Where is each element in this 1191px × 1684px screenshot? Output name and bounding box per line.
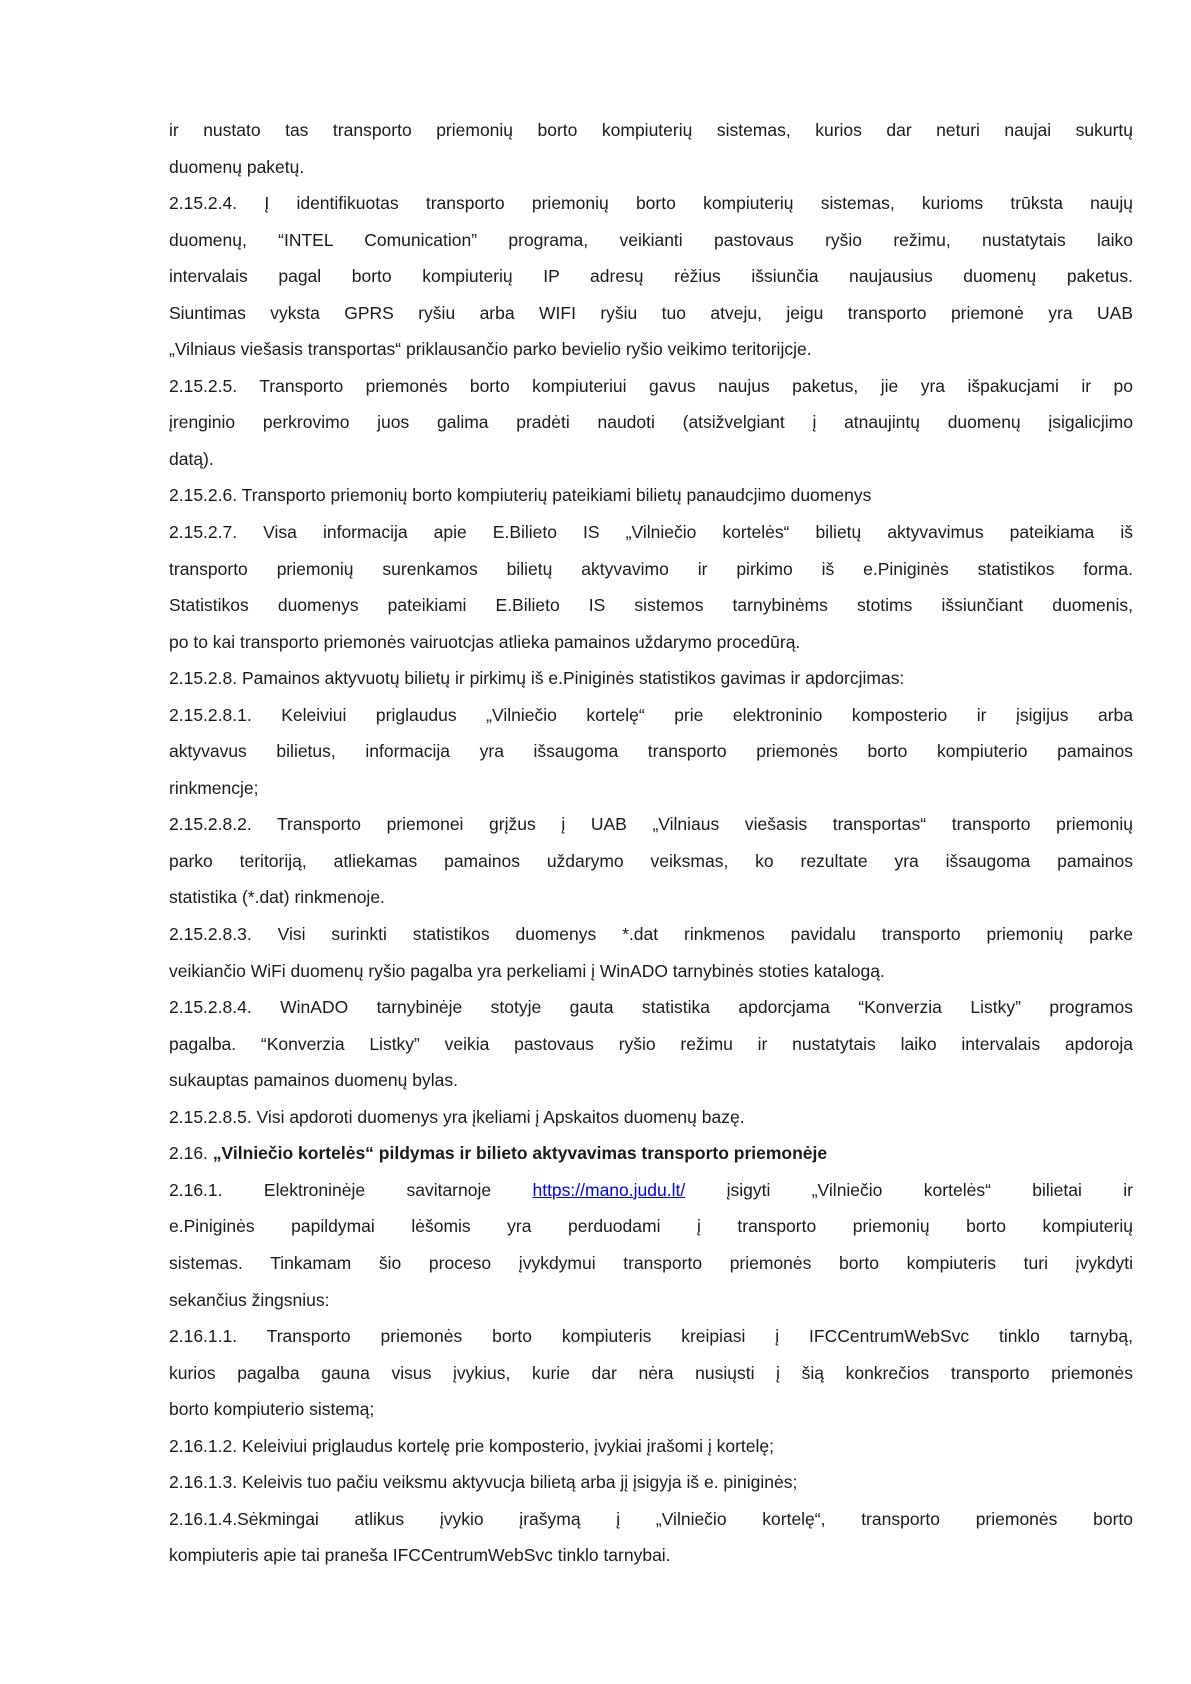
paragraph-line: 2.16.1.4.Sėkmingai atlikus įvykio įrašymą į „Vilniečio kortelę“, transporto priemonės borto [169, 1508, 1133, 1529]
paragraph-line: 2.15.2.8.5. Visi apdoroti duomenys yra įkeliami į Apskaitos duomenų bazę. [169, 1106, 745, 1127]
paragraph-line: pagalba. “Konverzia Listky” veikia pastovaus ryšio režimu ir nustatytais laiko intervalais apdoroja [169, 1033, 1133, 1054]
paragraph-line: Siuntimas vyksta GPRS ryšiu arba WIFI ryšiu tuo atveju, jeigu transporto priemonė yra UAB [169, 302, 1133, 323]
document-page [169, 112, 1133, 1574]
paragraph-line: sukauptas pamainos duomenų bylas. [169, 1070, 458, 1091]
text: įsigyti „Vilniečio kortelės“ bilietai ir [685, 1179, 1133, 1200]
paragraph-line: Statistikos duomenys pateikiami E.Bilieto IS sistemos tarnybinėms stotims išsiunčiant duomenis, [169, 595, 1133, 616]
paragraph-line: 2.16.1.3. Keleivis tuo pačiu veiksmu aktyvucja bilietą arba jį įsigyja iš e. piniginės; [169, 1472, 798, 1493]
paragraph-line: parko teritoriją, atliekamas pamainos uždarymo veiksmas, ko rezultate yra išsaugoma pamainos [169, 850, 1133, 871]
heading-title: „Vilniečio kortelės“ pildymas ir bilieto aktyvavimas transporto priemonėje [212, 1143, 828, 1164]
paragraph-line: statistika (*.dat) rinkmenoje. [169, 887, 385, 908]
section-2-16-1 [169, 1208, 1133, 1573]
paragraph-line: 2.15.2.8.4. WinADO tarnybinėje stotyje gauta statistika apdorcjama “Konverzia Listky” programos [169, 997, 1133, 1018]
section-2-15-2 [169, 112, 1133, 1135]
paragraph-line: 2.15.2.4. Į identifikuotas transporto priemonių borto kompiuterių sistemas, kurioms trūksta naujų [169, 193, 1133, 214]
paragraph-line: veikiančio WiFi duomenų ryšio pagalba yra perkeliami į WinADO tarnybinės stoties katalogą. [169, 960, 885, 981]
mano-judu-link[interactable]: https://mano.judu.lt/ [532, 1179, 686, 1200]
paragraph-line: rinkmencje; [169, 777, 259, 798]
paragraph-line: po to kai transporto priemonės vairuotcjas atlieka pamainos uždarymo procedūrą. [169, 631, 801, 652]
paragraph-line: borto kompiuterio sistemą; [169, 1399, 375, 1420]
paragraph-line: kompiuteris apie tai praneša IFCCentrumWebSvc tinklo tarnybai. [169, 1545, 671, 1566]
paragraph-line: e.Piniginės papildymai lėšomis yra perduodami į transporto priemonių borto kompiuterių [169, 1216, 1133, 1237]
paragraph-line: sekančius žingsnius: [169, 1289, 330, 1310]
paragraph-line: transporto priemonių surenkamos bilietų aktyvavimo ir pirkimo iš e.Piniginės statistikos forma. [169, 558, 1133, 579]
paragraph-line: 2.15.2.5. Transporto priemonės borto kompiuteriui gavus naujus paketus, jie yra išpakucjami ir po [169, 375, 1133, 396]
paragraph-line: aktyvavus bilietus, informacija yra išsaugoma transporto priemonės borto kompiuterio pamainos [169, 741, 1133, 762]
paragraph-line: 2.15.2.8.3. Visi surinkti statistikos duomenys *.dat rinkmenos pavidalu transporto priemonių parke [169, 924, 1133, 945]
heading-number: 2.16. [169, 1143, 213, 1164]
paragraph-line: sistemas. Tinkamam šio proceso įvykdymui transporto priemonės borto kompiuteris turi įvykdyti [169, 1252, 1133, 1273]
paragraph-line: 2.15.2.6. Transporto priemonių borto kompiuterių pateikiami bilietų panaudcjimo duomenys [169, 485, 872, 506]
paragraph-line: 2.15.2.8.1. Keleiviui priglaudus „Vilniečio kortelę“ prie elektroninio komposterio ir įsigijus arba [169, 704, 1133, 725]
paragraph-line: 2.15.2.7. Visa informacija apie E.Bilieto IS „Vilniečio kortelės“ bilietų aktyvavimus pateikiama iš [169, 522, 1133, 543]
paragraph-line: ir nustato tas transporto priemonių borto kompiuterių sistemas, kurios dar neturi naujai sukurtų [169, 120, 1133, 140]
paragraph-line: datą). [169, 448, 214, 469]
paragraph-line [169, 1172, 1133, 1209]
paragraph-line: 2.15.2.8.2. Transporto priemonei grįžus į UAB „Vilniaus viešasis transportas“ transporto priemonių [169, 814, 1133, 835]
paragraph-line: kurios pagalba gauna visus įvykius, kurie dar nėra nusiųsti į šią konkrečios transporto priemonės [169, 1362, 1133, 1383]
text: 2.16.1. Elektroninėje savitarnoje [169, 1179, 533, 1200]
paragraph-line: 2.16.1.2. Keleiviui priglaudus kortelę prie komposterio, įvykiai įrašomi į kortelę; [169, 1435, 774, 1456]
paragraph-line: duomenų, “INTEL Comunication” programa, veikianti pastovaus ryšio režimu, nustatytais laiko [169, 229, 1133, 250]
paragraph-line: 2.16.1.1. Transporto priemonės borto kompiuteris kreipiasi į IFCCentrumWebSvc tinklo tarnybą, [169, 1326, 1133, 1347]
paragraph-line: 2.15.2.8. Pamainos aktyvuotų bilietų ir pirkimų iš e.Piniginės statistikos gavimas ir apdorcjimas: [169, 668, 905, 689]
paragraph-line: įrenginio perkrovimo juos galima pradėti naudoti (atsižvelgiant į atnaujintų duomenų įsigalicjimo [169, 412, 1133, 433]
paragraph-line: „Vilniaus viešasis transportas“ priklausančio parko bevielio ryšio veikimo teritorijcje. [169, 339, 812, 360]
paragraph-line: duomenų paketų. [169, 156, 305, 177]
section-heading-2-16 [169, 1135, 1133, 1172]
paragraph-line: intervalais pagal borto kompiuterių IP adresų rėžius išsiunčia naujausius duomenų paketus. [169, 266, 1133, 287]
